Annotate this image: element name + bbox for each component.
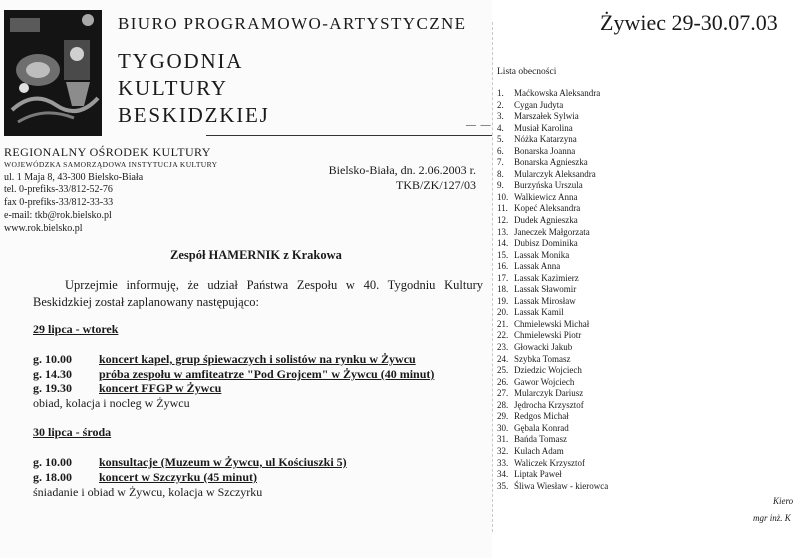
attendee-number: 16. <box>497 261 509 272</box>
attendee-item <box>497 307 608 319</box>
attendee-item <box>497 134 608 146</box>
attendee-number: 30. <box>497 422 509 433</box>
signature-name: mgr inż. K <box>753 513 791 523</box>
schedule-text: konsultacje (Muzeum w Żywcu, ul Kościuszki 5) <box>99 455 347 469</box>
attendee-item <box>497 423 608 435</box>
attendee-item <box>497 446 608 458</box>
attendee-number: 21. <box>497 318 509 329</box>
intro-paragraph: Uprzejmie informuję, że udział Państwa Zespołu w 40. Tygodniu Kultury Beskidzkiej został zaplanowany następująco: <box>33 278 483 309</box>
attendee-number: 10. <box>497 191 509 202</box>
attendee-name: Lassak Anna <box>514 261 561 272</box>
attendee-name: Burzyńska Urszula <box>514 180 583 191</box>
attendee-name: Gębala Konrad <box>514 422 569 433</box>
attendee-item <box>497 227 608 239</box>
attendee-item <box>497 215 608 227</box>
schedule-item <box>33 352 416 367</box>
attendee-name: Nóżka Katarzyna <box>514 134 577 145</box>
place-date: Bielsko-Biała, dn. 2.06.2003 r. <box>328 163 476 177</box>
attendee-item <box>497 458 608 470</box>
attendee-item <box>497 296 608 308</box>
header-divider <box>206 135 492 136</box>
attendee-item <box>497 100 608 112</box>
attendee-name: Lassak Sławomir <box>514 284 577 295</box>
attendee-name: Redgos Michał <box>514 411 569 422</box>
schedule-item <box>33 381 221 396</box>
attendee-name: Cygan Judyta <box>514 99 564 110</box>
schedule-time: g. 19.30 <box>33 381 72 395</box>
attendee-item <box>497 203 608 215</box>
attendee-item <box>497 192 608 204</box>
attendee-name: Głowacki Jakub <box>514 342 573 353</box>
attendee-item <box>497 273 608 285</box>
attendee-number: 2. <box>497 99 504 110</box>
attendee-item <box>497 123 608 135</box>
org-fax: fax 0-prefiks-33/812-33-33 <box>4 197 114 209</box>
attendee-name: Szybka Tomasz <box>514 353 571 364</box>
addressee: Zespół HAMERNIK z Krakowa <box>170 248 342 262</box>
schedule-note: śniadanie i obiad w Żywcu, kolacja w Szczyrku <box>33 485 263 499</box>
attendee-item <box>497 354 608 366</box>
attendee-name: Chmielewski Piotr <box>514 330 582 341</box>
day-heading: 30 lipca - środa <box>33 425 112 439</box>
attendee-number: 29. <box>497 411 509 422</box>
attendee-name: Dubisz Dominika <box>514 238 578 249</box>
attendee-number: 13. <box>497 226 509 237</box>
date-block <box>318 163 476 193</box>
attendee-number: 22. <box>497 330 509 341</box>
attendee-item <box>497 400 608 412</box>
attendee-number: 28. <box>497 399 509 410</box>
org-tel: tel. 0-prefiks-33/812-52-76 <box>4 184 113 196</box>
attendee-number: 33. <box>497 457 509 468</box>
attendance-title: Żywiec 29-30.07.03 <box>600 10 778 35</box>
attendee-number: 34. <box>497 469 509 480</box>
schedule-time: g. 14.30 <box>33 367 72 381</box>
attendee-name: Lassak Monika <box>514 249 570 260</box>
org-name: REGIONALNY OŚRODEK KULTURY <box>4 145 211 159</box>
org-subtitle: WOJEWÓDZKA SAMORZĄDOWA INSTYTUCJA KULTURY <box>4 159 218 169</box>
schedule-time: g. 18.00 <box>33 470 72 484</box>
attendee-number: 8. <box>497 168 504 179</box>
org-www: www.rok.bielsko.pl <box>4 222 83 234</box>
attendee-number: 7. <box>497 157 504 168</box>
festival-name-line: KULTURY <box>118 76 228 100</box>
attendee-item <box>497 111 608 123</box>
schedule-text: próba zespołu w amfiteatrze "Pod Grojcem" w Żywcu (40 minut) <box>99 367 435 381</box>
day-heading: 29 lipca - wtorek <box>33 322 119 336</box>
attendee-name: Kulach Adam <box>514 445 564 456</box>
attendee-name: Janeczek Małgorzata <box>514 226 590 237</box>
reference-number: TKB/ZK/127/03 <box>396 178 476 192</box>
attendee-number: 14. <box>497 238 509 249</box>
festival-name-line: BESKIDZKIEJ <box>118 103 270 127</box>
attendee-name: Liptak Paweł <box>514 469 562 480</box>
attendee-item <box>497 411 608 423</box>
attendee-item <box>497 388 608 400</box>
attendee-item <box>497 330 608 342</box>
attendee-name: Mularczyk Dariusz <box>514 388 584 399</box>
attendee-name: Chmielewski Michał <box>514 318 590 329</box>
schedule-item <box>33 367 434 382</box>
org-email: e-mail: tkb@rok.bielsko.pl <box>4 209 112 221</box>
attendee-number: 23. <box>497 342 509 353</box>
org-address: ul. 1 Maja 8, 43-300 Bielsko-Biała <box>4 171 144 183</box>
attendee-number: 26. <box>497 376 509 387</box>
schedule-note: obiad, kolacja i nocleg w Żywcu <box>33 396 190 410</box>
attendee-item <box>497 319 608 331</box>
attendee-item <box>497 434 608 446</box>
attendee-number: 35. <box>497 480 509 491</box>
attendee-item <box>497 481 608 493</box>
attendee-item <box>497 157 608 169</box>
attendee-name: Mularczyk Aleksandra <box>514 168 596 179</box>
organization-block <box>4 146 217 236</box>
attendee-number: 9. <box>497 180 504 191</box>
schedule-item <box>33 455 347 470</box>
attendee-item <box>497 261 608 273</box>
schedule-time: g. 10.00 <box>33 352 72 366</box>
signature-role: Kiero <box>773 496 794 506</box>
attendee-name: Dziedzic Wojciech <box>514 365 582 376</box>
attendee-item <box>497 238 608 250</box>
attendee-number: 4. <box>497 122 504 133</box>
attendee-name: Śliwa Wiesław - kierowca <box>514 480 609 491</box>
attendee-number: 1. <box>497 88 504 98</box>
page-divider <box>492 22 493 532</box>
attendee-number: 12. <box>497 215 509 226</box>
schedule-text: koncert kapel, grup śpiewaczych i solistów na rynku w Żywcu <box>99 352 416 366</box>
attendee-name: Musiał Karolina <box>514 122 573 133</box>
attendee-number: 24. <box>497 353 509 364</box>
attendee-name: Dudek Agnieszka <box>514 215 578 226</box>
festival-name-line: TYGODNIA <box>118 49 244 73</box>
attendee-item <box>497 169 608 181</box>
attendee-name: Lassak Kamil <box>514 307 564 318</box>
attendee-name: Kopeć Aleksandra <box>514 203 581 214</box>
attendee-name: Gawor Wojciech <box>514 376 575 387</box>
corner-mark: — — <box>466 120 492 131</box>
attendee-number: 32. <box>497 445 509 456</box>
attendee-name: Marszałek Sylwia <box>514 111 579 122</box>
attendee-item <box>497 342 608 354</box>
schedule-text: koncert w Szczyrku (45 minut) <box>99 470 257 484</box>
attendee-number: 25. <box>497 365 509 376</box>
attendee-number: 15. <box>497 249 509 260</box>
attendee-item <box>497 469 608 481</box>
attendee-item <box>497 377 608 389</box>
attendance-list-label: Lista obecności <box>497 67 557 77</box>
attendee-item <box>497 88 608 100</box>
attendee-name: Bańda Tomasz <box>514 434 567 445</box>
attendee-name: Waliczek Krzysztof <box>514 457 585 468</box>
festival-name <box>118 48 270 129</box>
attendee-number: 18. <box>497 284 509 295</box>
attendee-item <box>497 180 608 192</box>
attendee-number: 11. <box>497 203 508 214</box>
attendee-number: 5. <box>497 134 504 145</box>
attendance-list <box>497 88 608 492</box>
attendee-number: 27. <box>497 388 509 399</box>
bureau-name: BIURO PROGRAMOWO-ARTYSTYCZNE <box>118 14 467 33</box>
attendee-number: 20. <box>497 307 509 318</box>
attendee-number: 19. <box>497 295 509 306</box>
attendee-name: Walkiewicz Anna <box>514 191 578 202</box>
schedule-text: koncert FFGP w Żywcu <box>99 381 222 395</box>
attendee-item <box>497 365 608 377</box>
attendee-name: Maćkowska Aleksandra <box>514 88 601 98</box>
attendee-name: Bonarska Agnieszka <box>514 157 588 168</box>
attendee-item <box>497 250 608 262</box>
attendee-name: Bonarska Joanna <box>514 145 576 156</box>
attendee-name: Lassak Mirosław <box>514 295 576 306</box>
attendee-name: Lassak Kazimierz <box>514 272 579 283</box>
schedule-item <box>33 470 257 485</box>
attendee-name: Jędrocha Krzysztof <box>514 399 584 410</box>
attendee-number: 31. <box>497 434 509 445</box>
attendee-item <box>497 284 608 296</box>
festival-logo <box>4 10 102 136</box>
attendee-item <box>497 146 608 158</box>
logo-image <box>4 10 102 136</box>
attendee-number: 17. <box>497 272 509 283</box>
attendee-number: 6. <box>497 145 504 156</box>
attendee-number: 3. <box>497 111 504 122</box>
schedule-time: g. 10.00 <box>33 455 72 469</box>
